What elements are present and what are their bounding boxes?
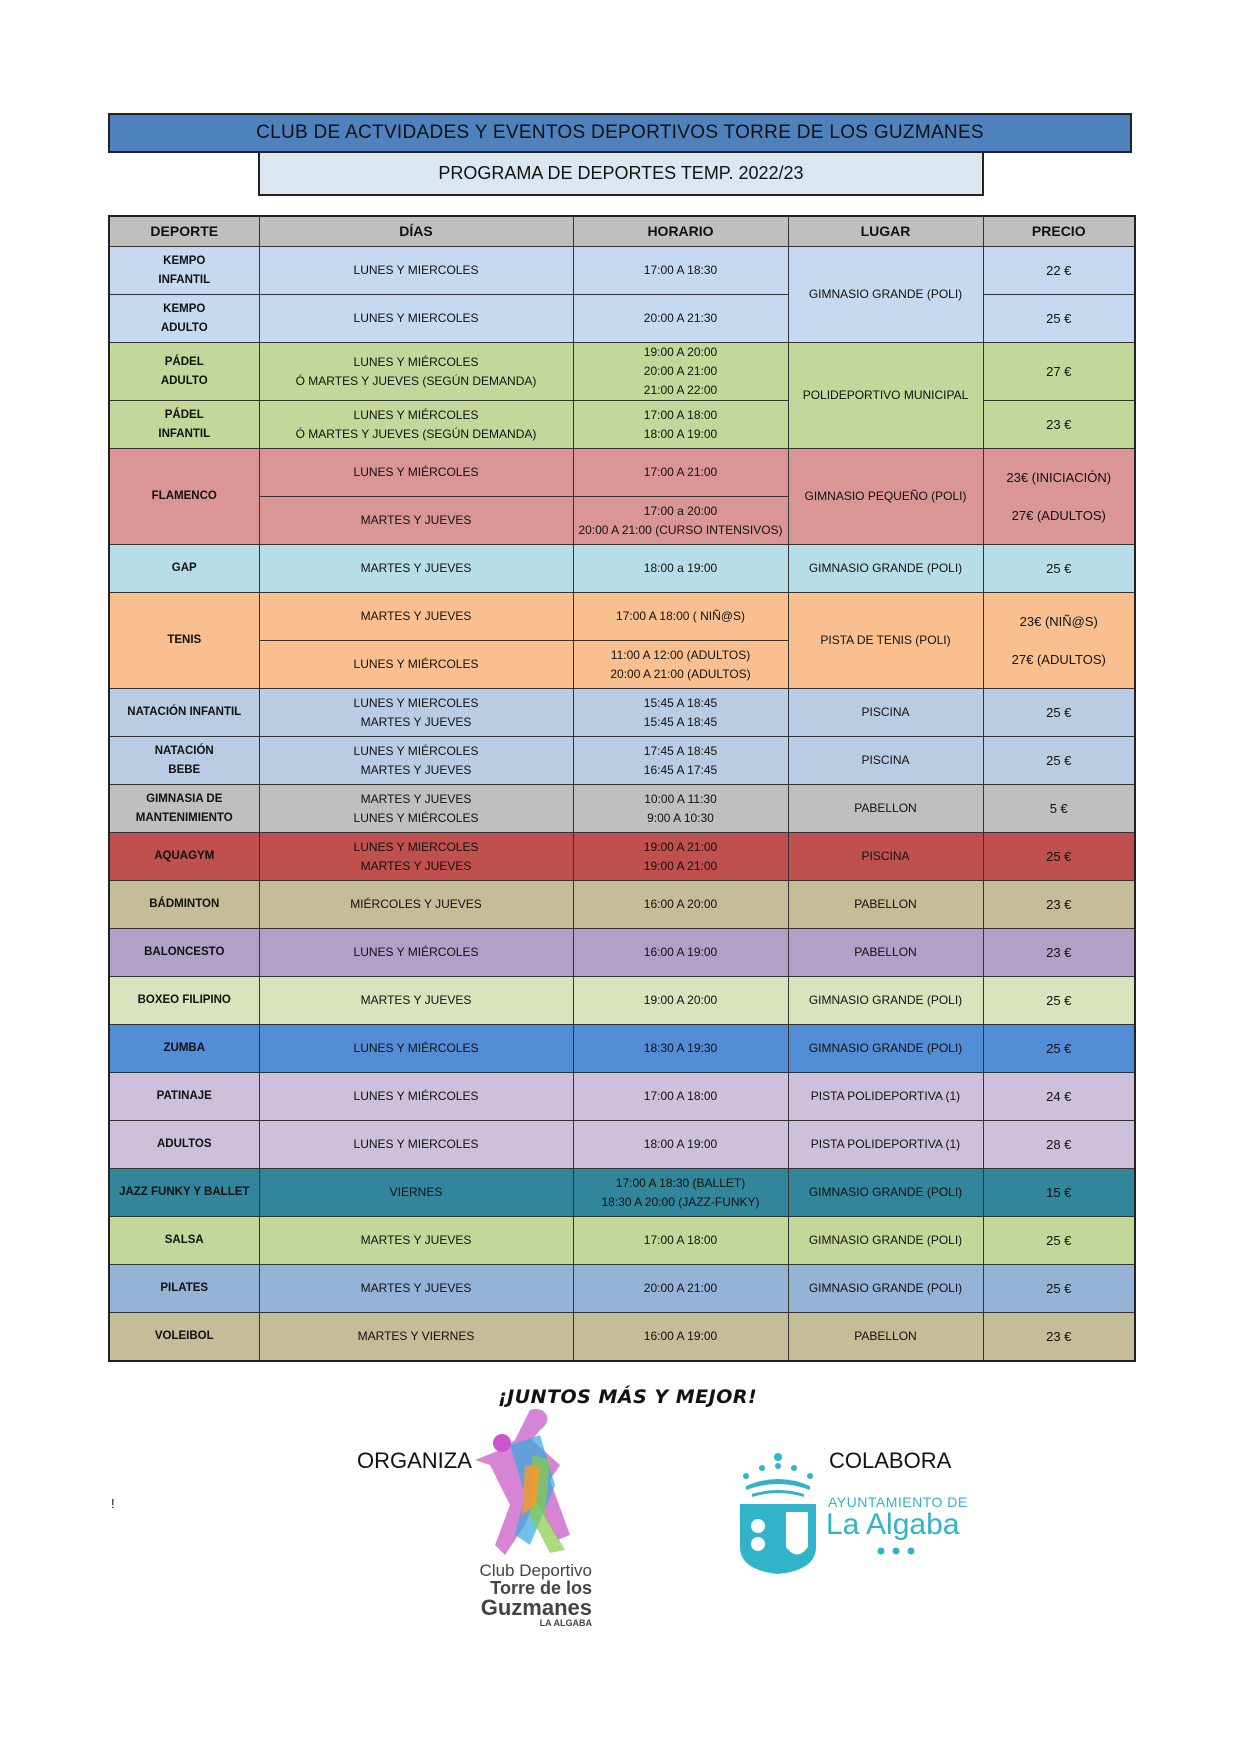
organiza-label: ORGANIZA [357, 1448, 472, 1473]
cell-horario: 17:00 A 18:00 18:00 A 19:00 [573, 401, 788, 449]
table-row [109, 929, 1135, 977]
cell-dias: MARTES Y JUEVES [259, 1265, 573, 1313]
cell-lugar: PABELLON [788, 929, 983, 977]
cell-precio: 25 € [983, 977, 1135, 1025]
club-logo-line: Torre de los [490, 1578, 592, 1598]
cell-horario: 18:30 A 19:30 [573, 1025, 788, 1073]
cell-horario: 17:00 A 18:00 [573, 1073, 788, 1121]
cell-lugar: GIMNASIO GRANDE (POLI) [788, 545, 983, 593]
title-text: CLUB DE ACTVIDADES Y EVENTOS DEPORTIVOS TORRE DE LOS GUZMANES [256, 122, 984, 143]
cell-precio: 25 € [983, 545, 1135, 593]
cell-dias: LUNES Y MIERCOLES MARTES Y JUEVES [259, 689, 573, 737]
cell-precio: 23€ (INICIACIÓN) 27€ (ADULTOS) [983, 449, 1135, 545]
cell-lugar: PISCINA [788, 833, 983, 881]
cell-precio: 25 € [983, 1025, 1135, 1073]
cell-dias: LUNES Y MIÉRCOLES [259, 929, 573, 977]
cell-precio: 24 € [983, 1073, 1135, 1121]
table-row [109, 1025, 1135, 1073]
cell-lugar: GIMNASIO GRANDE (POLI) [788, 1169, 983, 1217]
cell-lugar: GIMNASIO GRANDE (POLI) [788, 247, 983, 343]
table-row [109, 449, 1135, 497]
ayuntamiento-label: AYUNTAMIENTO DE [828, 1494, 968, 1510]
document-title [108, 113, 1132, 153]
cell-horario: 16:00 A 19:00 [573, 929, 788, 977]
cell-lugar: GIMNASIO GRANDE (POLI) [788, 977, 983, 1025]
cell-precio: 15 € [983, 1169, 1135, 1217]
cell-dias: LUNES Y MIERCOLES [259, 247, 573, 295]
cell-lugar: PISTA DE TENIS (POLI) [788, 593, 983, 689]
cell-horario: 17:00 A 18:00 [573, 1217, 788, 1265]
header-dias: DÍAS [259, 216, 573, 247]
cell-dias: LUNES Y MIÉRCOLES Ó MARTES Y JUEVES (SEGÚN DEMANDA) [259, 401, 573, 449]
table-row [109, 1073, 1135, 1121]
table-row [109, 1265, 1135, 1313]
cell-dias: LUNES Y MIÉRCOLES [259, 641, 573, 689]
cell-precio: 25 € [983, 1217, 1135, 1265]
cell-deporte: KEMPO ADULTO [109, 295, 259, 343]
cell-dias: LUNES Y MIERCOLES [259, 1121, 573, 1169]
table-row [109, 689, 1135, 737]
cell-precio: 22 € [983, 247, 1135, 295]
cell-lugar: PABELLON [788, 1313, 983, 1361]
cell-precio: 28 € [983, 1121, 1135, 1169]
cell-dias: LUNES Y MIÉRCOLES [259, 449, 573, 497]
cell-horario: 17:45 A 18:45 16:45 A 17:45 [573, 737, 788, 785]
table-row [109, 1217, 1135, 1265]
table-row [109, 977, 1135, 1025]
cell-deporte: PILATES [109, 1265, 259, 1313]
colabora-label: COLABORA [829, 1448, 952, 1473]
cell-horario: 17:00 A 18:30 (BALLET) 18:30 A 20:00 (JAZZ-FUNKY) [573, 1169, 788, 1217]
cell-lugar: PABELLON [788, 881, 983, 929]
table-header-row [109, 216, 1135, 247]
cell-dias: VIERNES [259, 1169, 573, 1217]
table-row [109, 833, 1135, 881]
cell-deporte: SALSA [109, 1217, 259, 1265]
cell-horario: 20:00 A 21:00 [573, 1265, 788, 1313]
stray-mark: ! [111, 1496, 115, 1511]
cell-horario: 10:00 A 11:30 9:00 A 10:30 [573, 785, 788, 833]
cell-dias: MARTES Y JUEVES [259, 977, 573, 1025]
cell-deporte: ADULTOS [109, 1121, 259, 1169]
slogan: ¡JUNTOS MÁS Y MEJOR! [498, 1386, 758, 1408]
cell-precio: 25 € [983, 833, 1135, 881]
subtitle-text: PROGRAMA DE DEPORTES TEMP. 2022/23 [438, 163, 804, 183]
document-subtitle [258, 153, 984, 196]
header-lugar: LUGAR [788, 216, 983, 247]
cell-deporte: PATINAJE [109, 1073, 259, 1121]
cell-precio: 23€ (NIÑ@S) 27€ (ADULTOS) [983, 593, 1135, 689]
cell-horario: 18:00 A 19:00 [573, 1121, 788, 1169]
cell-horario: 16:00 A 20:00 [573, 881, 788, 929]
cell-deporte: BÁDMINTON [109, 881, 259, 929]
cell-precio: 27 € [983, 343, 1135, 401]
table-row [109, 593, 1135, 641]
cell-horario: 16:00 A 19:00 [573, 1313, 788, 1361]
header-deporte: DEPORTE [109, 216, 259, 247]
cell-deporte: BOXEO FILIPINO [109, 977, 259, 1025]
cell-lugar: GIMNASIO GRANDE (POLI) [788, 1025, 983, 1073]
table-row [109, 881, 1135, 929]
table-body [109, 247, 1135, 1361]
cell-lugar: GIMNASIO PEQUEÑO (POLI) [788, 449, 983, 545]
cell-deporte: PÁDEL INFANTIL [109, 401, 259, 449]
cell-lugar: POLIDEPORTIVO MUNICIPAL [788, 343, 983, 449]
cell-precio: 25 € [983, 295, 1135, 343]
cell-precio: 23 € [983, 929, 1135, 977]
cell-horario: 17:00 A 18:00 ( NIÑ@S) [573, 593, 788, 641]
cell-lugar: GIMNASIO GRANDE (POLI) [788, 1217, 983, 1265]
cell-horario: 19:00 A 20:00 20:00 A 21:00 21:00 A 22:00 [573, 343, 788, 401]
club-logo-text [472, 1562, 592, 1628]
cell-dias: MARTES Y VIERNES [259, 1313, 573, 1361]
club-logo-line: Guzmanes [480, 1595, 592, 1620]
cell-deporte: JAZZ FUNKY Y BALLET [109, 1169, 259, 1217]
cell-deporte: AQUAGYM [109, 833, 259, 881]
dots-icon [876, 1546, 916, 1556]
cell-deporte: GIMNASIA DE MANTENIMIENTO [109, 785, 259, 833]
table-row [109, 343, 1135, 401]
cell-lugar: PISCINA [788, 737, 983, 785]
cell-dias: MARTES Y JUEVES [259, 497, 573, 545]
cell-precio: 25 € [983, 1265, 1135, 1313]
cell-dias: LUNES Y MIÉRCOLES [259, 1073, 573, 1121]
table-row [109, 1313, 1135, 1361]
cell-horario: 15:45 A 18:45 15:45 A 18:45 [573, 689, 788, 737]
cell-dias: MARTES Y JUEVES [259, 1217, 573, 1265]
cell-lugar: PISCINA [788, 689, 983, 737]
cell-horario: 11:00 A 12:00 (ADULTOS) 20:00 A 21:00 (ADULTOS) [573, 641, 788, 689]
cell-lugar: GIMNASIO GRANDE (POLI) [788, 1265, 983, 1313]
cell-deporte: KEMPO INFANTIL [109, 247, 259, 295]
table-row [109, 1121, 1135, 1169]
table-row [109, 545, 1135, 593]
cell-horario: 17:00 A 18:30 [573, 247, 788, 295]
cell-deporte: NATACIÓN BEBE [109, 737, 259, 785]
cell-deporte: FLAMENCO [109, 449, 259, 545]
cell-dias: LUNES Y MIÉRCOLES [259, 1025, 573, 1073]
ayuntamiento-name: La Algaba [826, 1508, 960, 1541]
cell-deporte: TENIS [109, 593, 259, 689]
cell-dias: LUNES Y MIÉRCOLES Ó MARTES Y JUEVES (SEGÚN DEMANDA) [259, 343, 573, 401]
cell-lugar: PABELLON [788, 785, 983, 833]
cell-horario: 19:00 A 21:00 19:00 A 21:00 [573, 833, 788, 881]
cell-deporte: BALONCESTO [109, 929, 259, 977]
schedule-table [108, 215, 1136, 1362]
cell-horario: 18:00 a 19:00 [573, 545, 788, 593]
cell-dias: MARTES Y JUEVES [259, 593, 573, 641]
cell-deporte: VOLEIBOL [109, 1313, 259, 1361]
cell-precio: 23 € [983, 401, 1135, 449]
table-row [109, 247, 1135, 295]
cell-horario: 17:00 a 20:00 20:00 A 21:00 (CURSO INTENSIVOS) [573, 497, 788, 545]
header-precio: PRECIO [983, 216, 1135, 247]
club-logo-line: Club Deportivo [479, 1561, 592, 1580]
cell-deporte: PÁDEL ADULTO [109, 343, 259, 401]
cell-deporte: ZUMBA [109, 1025, 259, 1073]
cell-lugar: PISTA POLIDEPORTIVA (1) [788, 1073, 983, 1121]
cell-lugar: PISTA POLIDEPORTIVA (1) [788, 1121, 983, 1169]
cell-horario: 19:00 A 20:00 [573, 977, 788, 1025]
cell-deporte: NATACIÓN INFANTIL [109, 689, 259, 737]
club-logo-line: LA ALGABA [539, 1618, 592, 1628]
cell-dias: LUNES Y MIERCOLES MARTES Y JUEVES [259, 833, 573, 881]
cell-precio: 5 € [983, 785, 1135, 833]
cell-deporte: GAP [109, 545, 259, 593]
cell-dias: MARTES Y JUEVES LUNES Y MIÉRCOLES [259, 785, 573, 833]
cell-precio: 23 € [983, 881, 1135, 929]
cell-precio: 23 € [983, 1313, 1135, 1361]
cell-precio: 25 € [983, 689, 1135, 737]
table-row [109, 1169, 1135, 1217]
ayuntamiento-crest-icon [738, 1452, 818, 1574]
table-row [109, 737, 1135, 785]
header-horario: HORARIO [573, 216, 788, 247]
cell-dias: MIÉRCOLES Y JUEVES [259, 881, 573, 929]
cell-dias: LUNES Y MIÉRCOLES MARTES Y JUEVES [259, 737, 573, 785]
cell-precio: 25 € [983, 737, 1135, 785]
cell-dias: MARTES Y JUEVES [259, 545, 573, 593]
cell-horario: 20:00 A 21:30 [573, 295, 788, 343]
cell-dias: LUNES Y MIERCOLES [259, 295, 573, 343]
table-row [109, 785, 1135, 833]
cell-horario: 17:00 A 21:00 [573, 449, 788, 497]
